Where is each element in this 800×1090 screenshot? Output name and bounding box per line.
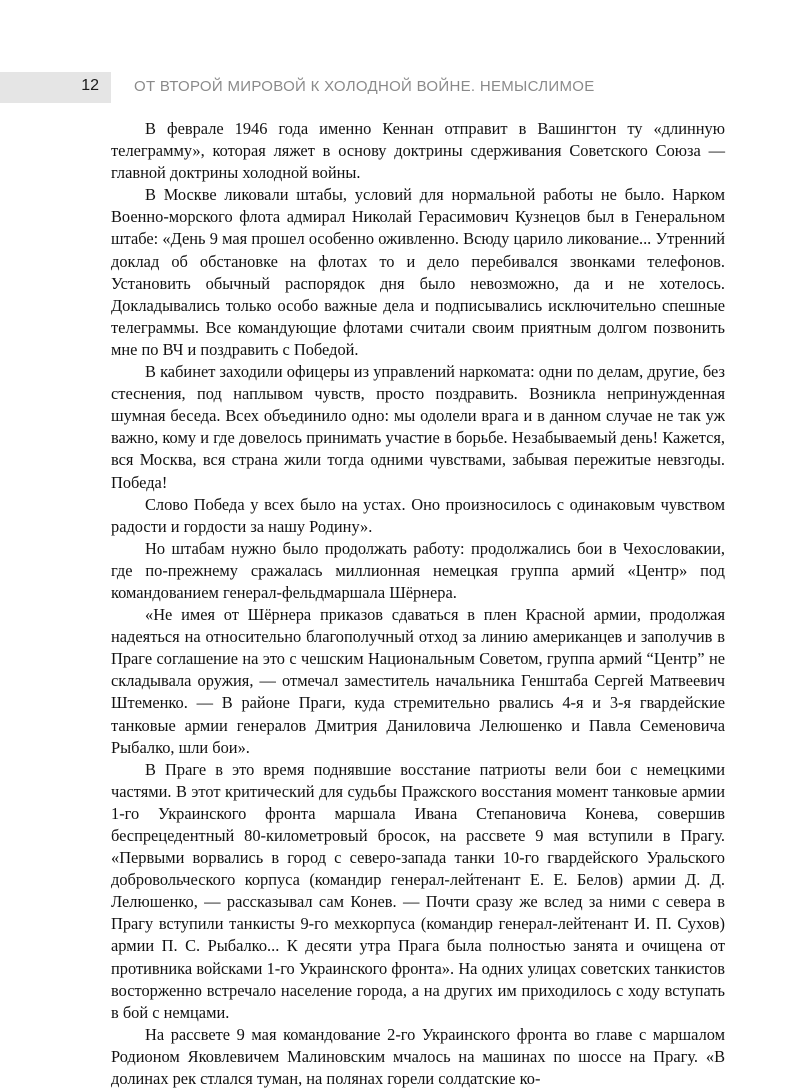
paragraph: «Не имея от Шёрнера приказов сдаваться в плен Красной армии, продолжая надеяться на относительно благополучный отход за линию американцев и заполучив в Праге соглашение на это с чешским Национальным Советом, группа армий “Центр” не складывала оружия, — отмечал заместитель начальника Генштаба Сергей Матвеевич Штеменко. — В районе Праги, куда стремительно рвались 4-я и 3-я гвардейские танковые армии генералов Дмитрия Даниловича Лелюшенко и Павла Семеновича Рыбалко, шли бои». — [111, 605, 725, 757]
paragraph: В феврале 1946 года именно Кеннан отправит в Вашингтон ту «длинную телеграмму», которая ляжет в основу доктрины сдерживания Советского Союза — главной доктрины холодной войны. — [111, 119, 725, 183]
body-text — [111, 118, 725, 1090]
paragraph: В кабинет заходили офицеры из управлений наркомата: одни по делам, другие, без стеснения, под наплывом чувств, просто поздравить. Возникла непринужденная шумная беседа. Всех объединило одно: мы одолели врага и в данном случае не так уж важно, кому и где довелось принимать участие в борьбе. Незабываемый день! Кажется, вся Москва, вся страна жили тогда одними чувствами, забывая пережитые невзгоды. Победа! — [111, 362, 725, 492]
page-number-box — [0, 72, 111, 103]
paragraph: Слово Победа у всех было на устах. Оно произносилось с одинаковым чувством радости и гордости за нашу Родину». — [111, 494, 725, 536]
running-title: ОТ ВТОРОЙ МИРОВОЙ К ХОЛОДНОЙ ВОЙНЕ. НЕМЫСЛИМОЕ — [134, 78, 595, 95]
paragraph: В Праге в это время поднявшие восстание патриоты вели бои с немецкими частями. В этот критический для судьбы Пражского восстания момент танковые армии 1-го Украинского фронта маршала Ивана Степановича Конева, совершив беспрецедентный 80-километровый бросок, на рассвете 9 мая вступили в Прагу. «Первыми ворвались в город с северо-запада танки 10-го гвардейского Уральского добровольческого корпуса (командир генерал-лейтенант Е. Е. Белов) армии Д. Д. Лелюшенко, — рассказывал сам Конев. — Почти сразу же вслед за ними с севера в Прагу вступили танкисты 9-го мехкорпуса (командир генерал-лейтенант И. П. Сухов) армии П. С. Рыбалко... К десяти утра Прага была полностью занята и очищена от противника войсками 1-го Украинского фронта». На одних улицах советских танкистов восторженно встречало население города, а на других им приходилось с ходу вступать в бой с немцами. — [111, 759, 725, 1022]
page-number: 12 — [81, 77, 99, 94]
paragraph: На рассвете 9 мая командование 2-го Украинского фронта во главе с маршалом Родионом Яковлевичем Малиновским мчалось на машинах по шоссе на Прагу. «В долинах рек стлался туман, на полянах горели солдатские ко- — [111, 1024, 725, 1089]
paragraph: В Москве ликовали штабы, условий для нормальной работы не было. Нарком Военно-морского флота адмирал Николай Герасимович Кузнецов был в Генеральном штабе: «День 9 мая прошел особенно оживленно. Всюду царило ликование... Утренний доклад об обстановке на флотах то и дело перебивался звонками телефонов. Установить обычный распорядок дня было невозможно, да и не хотелось. Докладывались только особо важные дела и подписывались исключительно спешные телеграммы. Все командующие флотами считали своим приятным долгом позвонить мне по ВЧ и поздравить с Победой. — [111, 185, 725, 359]
page-header — [0, 72, 800, 103]
paragraph: Но штабам нужно было продолжать работу: продолжались бои в Чехословакии, где по-прежнему сражалась миллионная немецкая группа армий «Центр» под командованием генерал-фельдмаршала Шёрнера. — [111, 538, 725, 602]
